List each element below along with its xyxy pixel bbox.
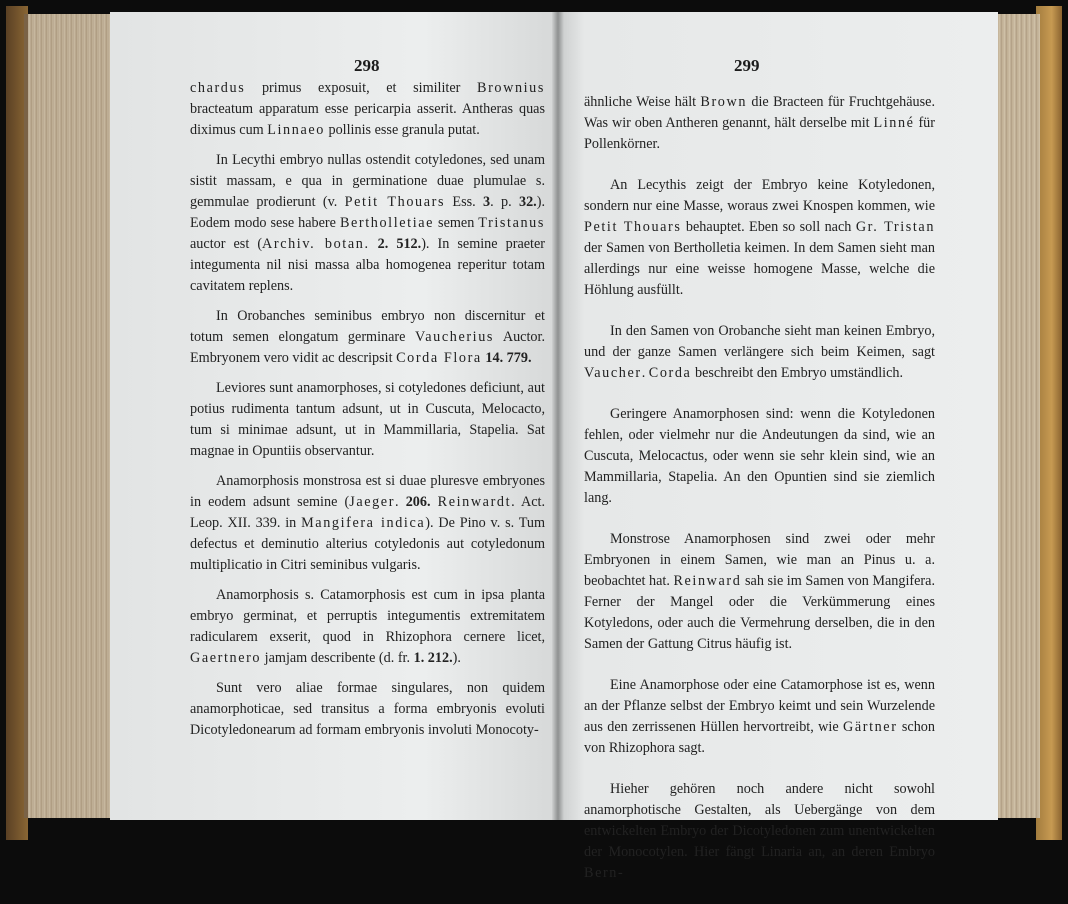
text-run: Reinwardt: [437, 494, 512, 510]
text-run: An Lecythis zeigt der Embryo keine Kotyledonen, sondern nur eine Masse, woraus zwei Knospen kommen, wie: [584, 177, 935, 214]
text-run: Mangifera indica: [301, 515, 426, 531]
text-run: Leviores sunt anamorphoses, si cotyledones deficiunt, aut potius rudimenta tantum adsunt, ut in Cuscuta, Melocacto, tum si minimae adsunt, ut in Mammillaria, Stapelia. Sat magnae in Opuntiis observantur.: [190, 380, 545, 459]
text-run: Linné: [873, 115, 915, 131]
text-run: In Lecythi embryo nullas ostendit cotyledones, sed unam sistit massam, e qua in germinatione duae plumulae s. gemmulae prodierunt (v.: [190, 152, 545, 210]
right-page: [558, 12, 998, 881]
text-run: semen: [434, 215, 479, 231]
text-run: schon von Rhizophora sagt.: [584, 719, 935, 756]
paragraph: [190, 378, 545, 462]
text-run: Corda Flora: [396, 350, 482, 366]
text-run: auctor est (: [190, 236, 263, 252]
text-run: 3: [483, 194, 491, 210]
text-run: Reinward: [673, 573, 742, 589]
text-run: Linnaeo: [267, 122, 325, 138]
text-run: 206.: [405, 494, 431, 510]
text-run: Petit Thouars: [584, 219, 682, 235]
text-run: behauptet. Eben so soll nach: [681, 219, 856, 235]
text-run: Gr. Tristan: [855, 219, 936, 235]
text-run: Vaucherius: [415, 329, 495, 345]
text-run: ). De Pino v. s. Tum defectus et deminutio alterius cotyledonis aut cotyledonum multiplicatio in Citri seminibus vulgaris.: [190, 515, 545, 573]
paragraph: [584, 92, 935, 155]
left-page: [110, 12, 558, 820]
text-run: [370, 236, 378, 252]
text-run: Geringere Anamorphosen sind: wenn die Kotyledonen fehlen, oder vielmehr nur die Andeutungen da sind, wie an Cuscuta, Melocactus, oder wenn sie sehr klein sind, wie an Mammillaria, Stapelia. An den Opuntien sind sie ziemlich lang.: [584, 406, 935, 506]
text-run: Archiv. botan.: [262, 236, 370, 252]
book-gutter: [552, 12, 564, 820]
text-run: Eine Anamorphose oder eine Catamorphose ist es, wenn an der Pflanze selbst der Embryo keimt und sein Wurzelende aus den zerrissenen Hüllen hervortreibt, wie: [584, 677, 935, 735]
text-run: der Samen von Bertholletia keimen. In dem Samen sieht man allerdings nur eine weisse homogene Masse, welche die Höhlung ausfüllt.: [584, 240, 935, 298]
paragraph: [584, 404, 935, 509]
text-run: Bertholletiae: [339, 215, 435, 231]
text-run: Auctor. Embryonem vero vidit ac descripsit: [190, 329, 545, 366]
text-run: primus exposuit, et similiter: [245, 80, 478, 96]
text-run: sah sie im Samen von Mangifera. Ferner der Mangel oder die Verkümmerung eines Kotyledons, oder auch die Vermehrung derselben, die in den Samen der Gattung Citrus häufig ist.: [584, 573, 936, 652]
paragraph: [584, 779, 935, 884]
paragraph: [190, 678, 545, 741]
text-run: Gärtner: [843, 719, 898, 735]
text-run: Vaucher: [584, 365, 642, 381]
page-number-right: 299: [734, 56, 760, 75]
text-run: Ess.: [445, 194, 484, 210]
paragraph: [190, 585, 545, 669]
text-run: Monstrose Anamorphosen sind zwei oder mehr Embryonen in einem Samen, wie man an Pinus u. a. beobachtet hat.: [584, 531, 935, 589]
text-run: für Pollenkörner.: [584, 115, 935, 152]
paragraph: [584, 675, 935, 759]
text-run: In Orobanches seminibus embryo non discernitur et totum semen elongatum germinare: [190, 308, 545, 345]
paragraph: [190, 306, 545, 369]
text-run: jamjam describente (d. fr.: [261, 650, 414, 666]
text-run: beschreibt den Embryo umständlich.: [691, 365, 904, 381]
text-run: Petit Thouars: [344, 194, 446, 210]
text-run: In den Samen von Orobanche sieht man keinen Embryo, und der ganze Samen verlängere sich beim Keimen, sagt: [584, 323, 935, 360]
paragraph: [584, 321, 935, 384]
text-run: chardus: [190, 80, 246, 96]
text-run: [431, 494, 438, 510]
text-run: 32.: [518, 194, 537, 210]
text-run: pollinis esse granula putat.: [324, 122, 480, 138]
paragraph: [584, 529, 935, 655]
text-run: 14. 779.: [485, 350, 532, 366]
text-run: Brown: [700, 94, 748, 110]
text-run: ähnliche Weise hält: [584, 94, 701, 110]
paragraph: [190, 150, 545, 297]
open-book: [6, 6, 1062, 881]
text-run: ).: [452, 650, 461, 666]
left-page-text: [190, 78, 545, 750]
text-run: . Act. Leop. XII. 339. in: [190, 494, 546, 531]
text-run: Jaeger: [349, 494, 396, 510]
paragraph: [584, 175, 935, 301]
text-run: Anamorphosis monstrosa est si duae pluresve embryones in eodem adsunt semine (: [190, 473, 545, 510]
text-run: Brownius: [477, 80, 545, 96]
text-run: Corda: [648, 365, 692, 381]
text-run: Anamorphosis s. Catamorphosis est cum in ipsa planta embryo germinat, et perruptis integumentis extremitatem radicularem exserit, quod in Rhizophora cernere licet,: [190, 587, 545, 645]
text-run: Sunt vero aliae formae singulares, non quidem anamorphoticae, sed transitus a forma embryonis evoluti Dicotyledonearum ad formam embryonis involuti Monocoty-: [190, 680, 545, 738]
paragraph: [190, 471, 545, 576]
right-page-text: [584, 92, 935, 904]
text-run: Gaertnero: [190, 650, 262, 666]
text-run: 1. 212.: [413, 650, 453, 666]
page-number-left: 298: [354, 56, 380, 75]
text-run: . p.: [490, 194, 519, 210]
text-run: ). Eodem modo sese habere: [190, 194, 545, 231]
text-run: bracteatum apparatum esse pericarpia asserit. Antheras quas diximus cum: [190, 101, 545, 138]
text-run: Hieher gehören noch andere nicht sowohl anamorphotische Gestalten, als Uebergänge von dem entwickelten Embryo der Dicotyledonen zum unentwickelten der Monocotylen. Hier fängt Linaria an, an deren Embryo: [584, 781, 935, 860]
paragraph: [190, 78, 545, 141]
text-run: die Bracteen für Fruchtgehäuse. Was wir oben Antheren genannt, hält derselbe mit: [584, 94, 935, 131]
text-run: Bern-: [584, 865, 625, 881]
text-run: .: [641, 365, 649, 381]
text-run: Tristanus: [478, 215, 545, 231]
text-run: .: [395, 494, 406, 510]
text-run: 2. 512.: [377, 236, 422, 252]
text-run: ). In semine praeter integumenta nil nisi massa alba homogenea reperitur totam cavitatem replens.: [190, 236, 546, 294]
